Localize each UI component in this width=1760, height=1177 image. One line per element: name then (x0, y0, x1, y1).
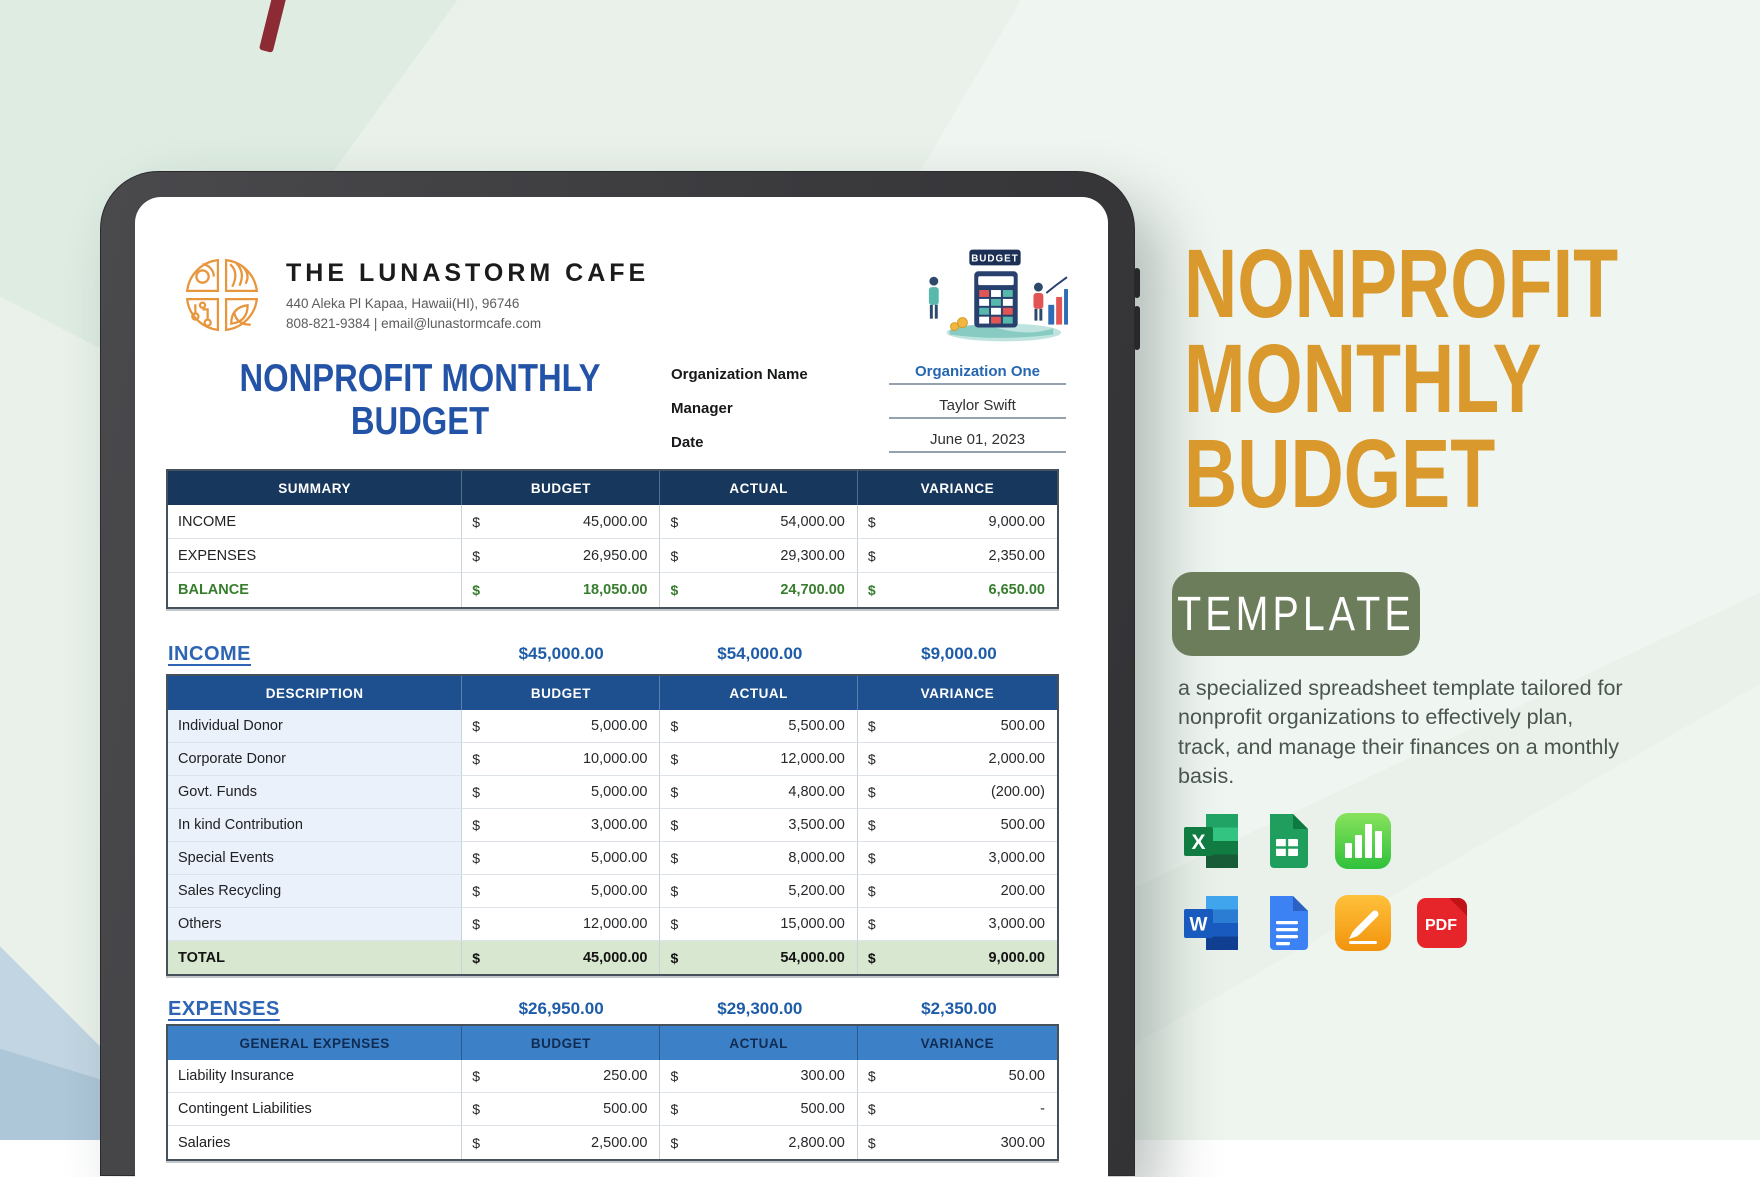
currency-symbol: $ (670, 1134, 679, 1151)
row-label: Corporate Donor (168, 743, 462, 776)
field-label: Organization Name (671, 365, 808, 383)
currency-symbol: $ (867, 916, 876, 932)
table-row (168, 842, 1057, 875)
variance-cell (858, 1126, 1057, 1159)
cell-value: 2,800.00 (788, 1134, 845, 1151)
currency-symbol: $ (472, 1134, 481, 1151)
expenses-budget-total: $26,950.00 (518, 999, 604, 1018)
apple-pages-icon (1334, 894, 1392, 952)
row-label: INCOME (168, 505, 462, 539)
cell-value: - (1040, 1101, 1045, 1117)
pdf-glyph: PDF (1425, 917, 1457, 934)
tablet-mockup (100, 171, 1135, 1176)
income-table (166, 674, 1059, 976)
currency-symbol: $ (670, 547, 679, 564)
template-badge (1172, 572, 1420, 656)
cell-value: 50.00 (1008, 1068, 1045, 1084)
excel-glyph: X (1191, 831, 1206, 854)
currency-symbol: $ (472, 1068, 481, 1084)
variance-cell (858, 875, 1057, 908)
currency-symbol: $ (867, 1101, 876, 1117)
currency-symbol: $ (867, 850, 876, 866)
variance-cell (858, 776, 1057, 809)
field-row-manager (671, 391, 1066, 425)
template-description: a specialized spreadsheet template tailored for nonprofit organizations to effectively plan, track, and manage their finances on a monthly basis. (1178, 676, 1623, 789)
date-value: June 01, 2023 (889, 431, 1066, 453)
cell-value: 9,000.00 (988, 949, 1045, 966)
document-title-line1: NONPROFIT MONTHLY (239, 357, 601, 400)
currency-symbol: $ (472, 817, 481, 833)
cell-value: 24,700.00 (780, 582, 845, 598)
income-variance-total: $9,000.00 (921, 644, 997, 663)
currency-symbol: $ (670, 751, 679, 767)
field-label: Date (671, 433, 704, 451)
currency-symbol: $ (472, 751, 481, 767)
currency-symbol: $ (472, 916, 481, 932)
cell-value: 4,800.00 (788, 784, 845, 800)
field-row-date (671, 425, 1066, 459)
currency-symbol: $ (670, 817, 679, 833)
company-name: THE LUNASTORM CAFE (286, 259, 650, 287)
currency-symbol: $ (472, 582, 481, 598)
cell-value: 54,000.00 (780, 513, 845, 530)
row-label: EXPENSES (168, 539, 462, 573)
currency-symbol: $ (867, 751, 876, 767)
actual-cell (660, 1126, 857, 1159)
currency-symbol: $ (670, 850, 679, 866)
currency-symbol: $ (670, 582, 679, 598)
variance-cell (858, 743, 1057, 776)
spreadsheet-document (166, 197, 1059, 1177)
cell-value: 2,500.00 (591, 1134, 648, 1151)
pdf-icon (1416, 894, 1468, 952)
currency-symbol: $ (472, 513, 481, 530)
actual-cell (660, 743, 857, 776)
app-icons-row2 (1182, 894, 1468, 952)
poster-title-line: BUDGET (1184, 419, 1496, 528)
manager-value: Taylor Swift (889, 397, 1066, 419)
variance-cell (858, 908, 1057, 941)
expenses-table (166, 1024, 1059, 1161)
budget-cell (462, 809, 660, 842)
field-row-organization (671, 357, 1066, 391)
google-docs-icon (1264, 894, 1310, 952)
currency-symbol: $ (670, 883, 679, 899)
clipart-budget-label: BUDGET (971, 253, 1019, 265)
cell-value: 54,000.00 (780, 949, 845, 966)
currency-symbol: $ (867, 784, 876, 800)
document-title-line2: BUDGET (350, 400, 490, 443)
actual-cell (660, 809, 857, 842)
budget-cell (462, 539, 660, 573)
actual-cell (660, 505, 857, 539)
row-label: TOTAL (168, 941, 462, 974)
table-row (168, 875, 1057, 908)
column-header: BUDGET (462, 471, 660, 505)
column-header: VARIANCE (858, 1026, 1057, 1060)
template-badge-label: TEMPLATE (1177, 587, 1415, 641)
currency-symbol: $ (867, 949, 876, 966)
row-label: Others (168, 908, 462, 941)
row-label: Liability Insurance (168, 1060, 462, 1093)
actual-cell (660, 539, 857, 573)
table-row (168, 809, 1057, 842)
table-header-row (168, 676, 1057, 710)
currency-symbol: $ (670, 916, 679, 932)
cell-value: 5,000.00 (591, 850, 648, 866)
currency-symbol: $ (472, 1101, 481, 1117)
column-header: ACTUAL (660, 676, 857, 710)
column-header: BUDGET (462, 1026, 660, 1060)
cell-value: 300.00 (1000, 1134, 1045, 1151)
actual-cell (660, 842, 857, 875)
currency-symbol: $ (472, 547, 481, 564)
variance-cell (858, 1093, 1057, 1126)
organization-name-value: Organization One (889, 363, 1066, 385)
variance-cell (858, 941, 1057, 974)
cell-value: 18,050.00 (582, 582, 648, 598)
income-actual-total: $54,000.00 (717, 644, 803, 663)
column-header: ACTUAL (660, 1026, 857, 1060)
currency-symbol: $ (670, 1101, 679, 1117)
column-header: VARIANCE (858, 471, 1057, 505)
variance-cell (858, 842, 1057, 875)
cell-value: 5,000.00 (591, 883, 648, 899)
expenses-actual-total: $29,300.00 (717, 999, 803, 1018)
table-row (168, 710, 1057, 743)
cell-value: 8,000.00 (788, 850, 845, 866)
table-row (168, 1060, 1057, 1093)
actual-cell (660, 776, 857, 809)
currency-symbol: $ (867, 1068, 876, 1084)
variance-cell (858, 539, 1057, 573)
app-icons-row1 (1182, 812, 1392, 870)
table-row (168, 573, 1057, 607)
table-header-row (168, 471, 1057, 505)
currency-symbol: $ (472, 718, 481, 734)
poster-title-line: NONPROFIT (1184, 229, 1619, 338)
budget-illustration (920, 243, 1068, 343)
row-label: Individual Donor (168, 710, 462, 743)
row-label: Govt. Funds (168, 776, 462, 809)
document-title (207, 357, 634, 443)
currency-symbol: $ (670, 513, 679, 530)
currency-symbol: $ (670, 1068, 679, 1084)
currency-symbol: $ (867, 817, 876, 833)
expenses-section-header (166, 994, 1059, 1024)
table-row (168, 908, 1057, 941)
row-label: Salaries (168, 1126, 462, 1159)
currency-symbol: $ (867, 883, 876, 899)
cell-value: 3,000.00 (591, 817, 648, 833)
budget-cell (462, 710, 660, 743)
column-header: SUMMARY (168, 471, 462, 505)
cell-value: 2,000.00 (988, 751, 1045, 767)
variance-cell (858, 573, 1057, 607)
expenses-heading: EXPENSES (168, 997, 280, 1020)
actual-cell (660, 908, 857, 941)
currency-symbol: $ (867, 547, 876, 564)
tablet-screen (135, 197, 1108, 1177)
company-address: 440 Aleka Pl Kapaa, Hawaii(HI), 96746 (286, 296, 520, 311)
cell-value: 5,000.00 (591, 784, 648, 800)
poster-title (1184, 229, 1619, 528)
budget-cell (462, 1126, 660, 1159)
tablet-volume-button (1134, 306, 1140, 350)
table-row (168, 776, 1057, 809)
row-label: Special Events (168, 842, 462, 875)
company-contact: 808-821-9384 | email@lunastormcafe.com (286, 316, 542, 331)
budget-cell (462, 842, 660, 875)
actual-cell (660, 1093, 857, 1126)
budget-cell (462, 908, 660, 941)
actual-cell (660, 1060, 857, 1093)
column-header: GENERAL EXPENSES (168, 1026, 462, 1060)
cell-value: 15,000.00 (780, 916, 845, 932)
income-heading: INCOME (168, 642, 251, 665)
budget-cell (462, 573, 660, 607)
currency-symbol: $ (670, 718, 679, 734)
apple-numbers-icon (1334, 812, 1392, 870)
cell-value: 500.00 (800, 1101, 845, 1117)
row-label: Contingent Liabilities (168, 1093, 462, 1126)
field-label: Manager (671, 399, 733, 417)
word-icon (1182, 894, 1240, 952)
cell-value: 3,500.00 (788, 817, 845, 833)
cell-value: 500.00 (603, 1101, 648, 1117)
column-header: DESCRIPTION (168, 676, 462, 710)
actual-cell (660, 573, 857, 607)
currency-symbol: $ (867, 1134, 876, 1151)
row-label: Sales Recycling (168, 875, 462, 908)
column-header: BUDGET (462, 676, 660, 710)
cell-value: 2,350.00 (988, 547, 1045, 564)
variance-cell (858, 809, 1057, 842)
currency-symbol: $ (867, 582, 876, 598)
table-row (168, 505, 1057, 539)
word-glyph: W (1189, 914, 1208, 936)
actual-cell (660, 710, 857, 743)
budget-cell (462, 505, 660, 539)
actual-cell (660, 941, 857, 974)
income-section-header (166, 639, 1059, 669)
table-header-row (168, 1026, 1057, 1060)
cell-value: 500.00 (1000, 718, 1045, 734)
cell-value: 12,000.00 (582, 916, 648, 932)
cell-value: 3,000.00 (988, 850, 1045, 866)
letterhead (286, 259, 649, 333)
cell-value: 12,000.00 (780, 751, 845, 767)
income-budget-total: $45,000.00 (518, 644, 604, 663)
currency-symbol: $ (472, 850, 481, 866)
actual-cell (660, 875, 857, 908)
cell-value: 45,000.00 (582, 949, 648, 966)
info-fields (671, 357, 1066, 459)
cell-value: 6,650.00 (988, 582, 1045, 598)
cell-value: 29,300.00 (780, 547, 845, 564)
cell-value: 3,000.00 (988, 916, 1045, 932)
currency-symbol: $ (670, 784, 679, 800)
cell-value: 5,000.00 (591, 718, 648, 734)
row-label: In kind Contribution (168, 809, 462, 842)
variance-cell (858, 710, 1057, 743)
cell-value: 250.00 (603, 1068, 648, 1084)
row-label: BALANCE (168, 573, 462, 607)
cell-value: 45,000.00 (582, 513, 648, 530)
budget-cell (462, 941, 660, 974)
variance-cell (858, 1060, 1057, 1093)
table-row (168, 743, 1057, 776)
expenses-variance-total: $2,350.00 (921, 999, 997, 1018)
cell-value: 300.00 (800, 1068, 845, 1084)
budget-cell (462, 1093, 660, 1126)
currency-symbol: $ (472, 883, 481, 899)
currency-symbol: $ (670, 949, 679, 966)
tablet-volume-button (1134, 268, 1140, 298)
cell-value: 5,500.00 (788, 718, 845, 734)
excel-icon (1182, 812, 1240, 870)
cell-value: 10,000.00 (582, 751, 648, 767)
column-header: ACTUAL (660, 471, 857, 505)
column-header: VARIANCE (858, 676, 1057, 710)
company-logo (180, 253, 264, 337)
summary-table (166, 469, 1059, 609)
budget-cell (462, 1060, 660, 1093)
cell-value: 500.00 (1000, 817, 1045, 833)
currency-symbol: $ (867, 513, 876, 530)
currency-symbol: $ (472, 784, 481, 800)
cell-value: 5,200.00 (788, 883, 845, 899)
table-row (168, 1126, 1057, 1159)
table-row (168, 941, 1057, 974)
cell-value: (200.00) (990, 784, 1045, 800)
currency-symbol: $ (867, 718, 876, 734)
variance-cell (858, 505, 1057, 539)
google-sheets-icon (1264, 812, 1310, 870)
table-row (168, 539, 1057, 573)
cell-value: 9,000.00 (988, 513, 1045, 530)
currency-symbol: $ (472, 949, 481, 966)
table-row (168, 1093, 1057, 1126)
budget-cell (462, 875, 660, 908)
budget-cell (462, 776, 660, 809)
cell-value: 200.00 (1000, 883, 1045, 899)
budget-cell (462, 743, 660, 776)
poster-title-line: MONTHLY (1184, 324, 1542, 433)
cell-value: 26,950.00 (582, 547, 648, 564)
